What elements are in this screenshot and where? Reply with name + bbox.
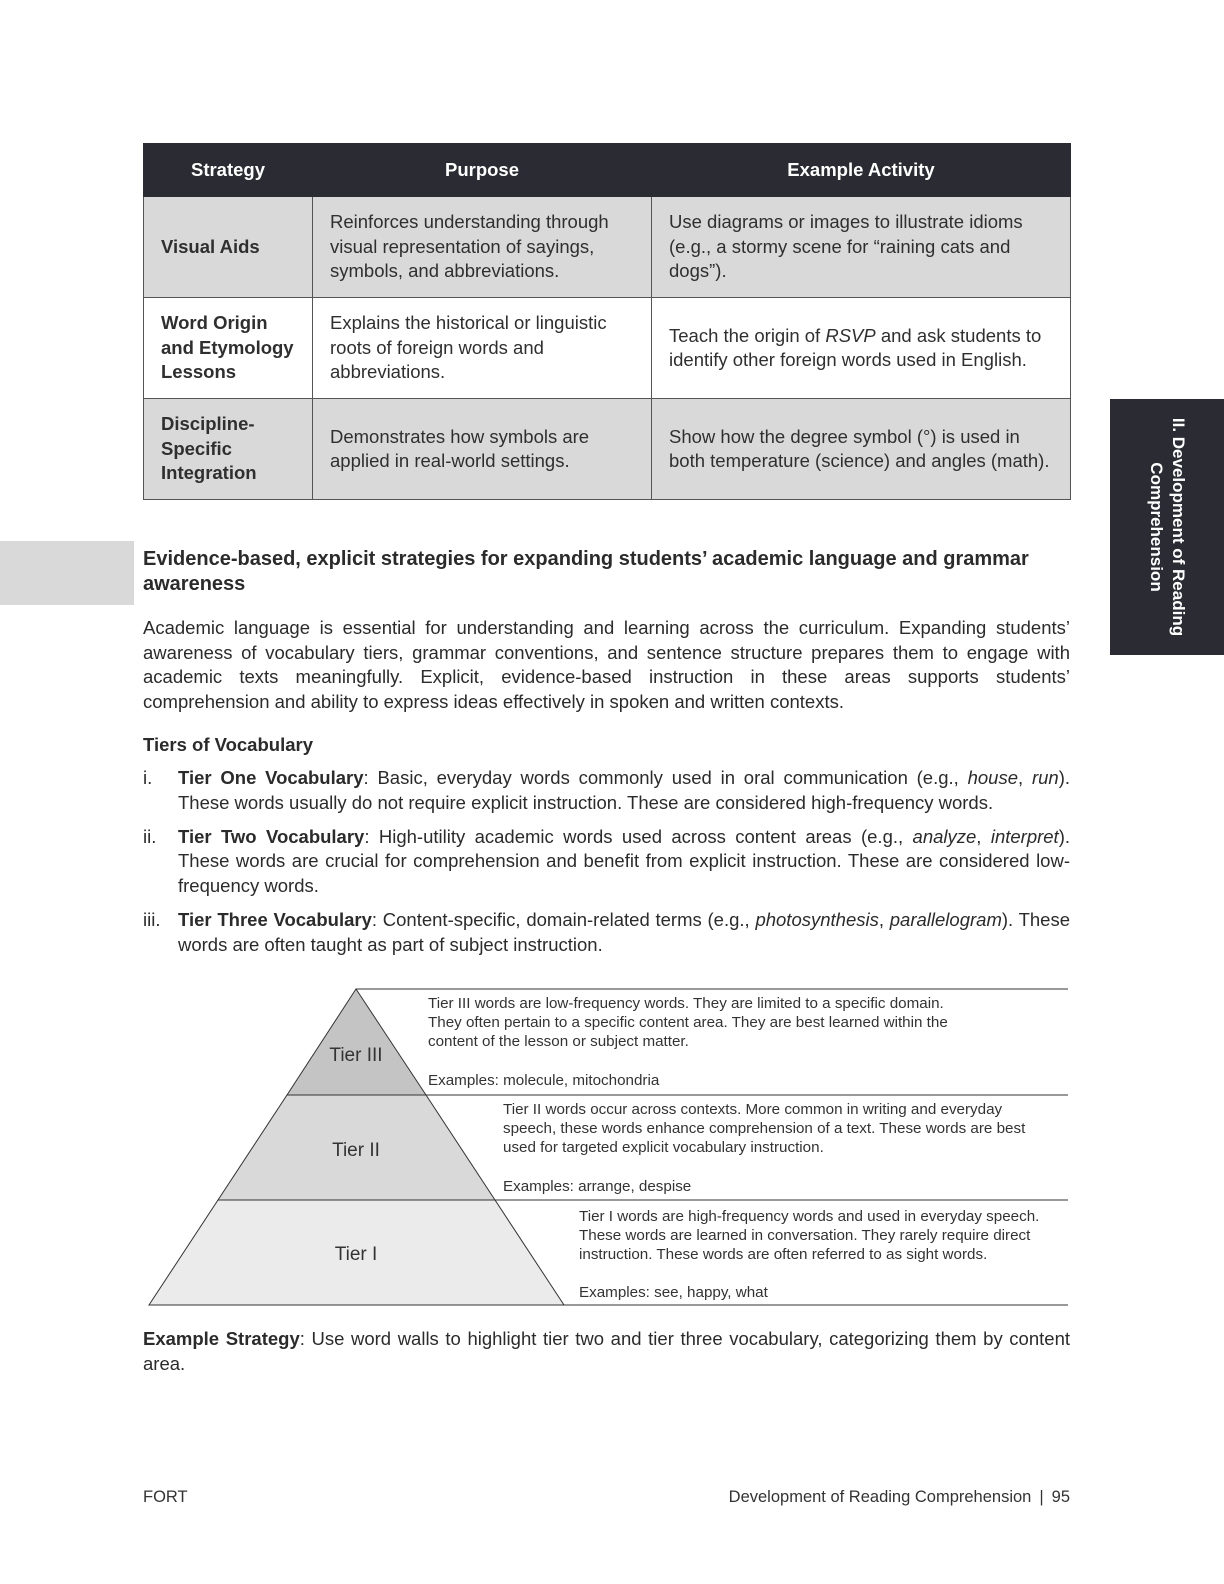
tier-example: run [1031,767,1059,788]
footer-publisher: FORT [143,1488,188,1506]
pyramid-tier3-shape [287,989,426,1095]
page-number: 95 [1051,1488,1070,1506]
table-cell-example [652,298,1071,399]
tier-example: analyze [912,825,977,847]
example-strategy-text: : Use word walls to highlight tier two and tier three vocabulary, categorizing them by content area. [143,1328,1070,1374]
side-tab-line: II. Development of Reading [1169,417,1188,637]
list-number: ii. [143,825,157,847]
table-cell-example: Show how the degree symbol (°) is used in both temperature (science) and angles (math). [652,399,1071,500]
footer-separator: | [1039,1488,1044,1506]
example-emphasis: RSVP [825,324,876,346]
table-cell-purpose: Demonstrates how symbols are applied in real-world settings. [313,399,652,500]
tier-example: parallelogram [889,908,1002,930]
pyramid-tier2-label: Tier II [332,1140,380,1161]
tier1-description: Tier I words are high-frequency words and used in everyday speech. These words are learned in conversation. They rarely require direct instruction. These words are often referred to as sight words. [579,1208,1040,1263]
chapter-side-tab-label [1145,407,1189,647]
tier-example: house [967,767,1019,788]
table-header-purpose: Purpose [313,144,652,197]
tiers-heading: Tiers of Vocabulary [143,734,313,755]
tier-example: interpret [990,825,1059,847]
table-cell-example: Use diagrams or images to illustrate idioms (e.g., a stormy scene for “raining cats and dogs”). [652,197,1071,298]
table-row [144,399,1071,500]
pyramid-tier3-label: Tier III [329,1045,383,1066]
tier-list [143,766,1070,967]
tier3-description: Tier III words are low-frequency words. They are limited to a specific domain. They often pertain to a specific content area. They are best learned within the content of the lesson or subject matter. [428,995,948,1050]
list-number: iii. [143,908,161,930]
tier2-examples: Examples: arrange, despise [503,1178,692,1195]
tier-text: ). These words are often taught as part of subject instruction. [178,908,1071,955]
table-header-strategy: Strategy [144,144,313,197]
pyramid-tier1-label: Tier I [334,1244,378,1265]
table-header-row [144,144,1071,197]
tier-text: : High-utility academic words used across content areas (e.g., [364,825,913,847]
example-text: Teach the origin of [669,324,826,346]
list-number: i. [143,767,153,788]
list-item [143,825,1070,899]
tier-example: photosynthesis [755,908,879,930]
table-row [144,197,1071,298]
tier-term: Tier Two Vocabulary [178,825,365,847]
list-item [143,766,1070,816]
tier-term: Tier Three Vocabulary [178,908,372,930]
table-cell-strategy: Discipline-Specific Integration [144,399,313,500]
table-cell-purpose: Explains the historical or linguistic roots of foreign words and abbreviations. [313,298,652,399]
tier-text: : Content-specific, domain-related terms (e.g., [371,908,756,930]
example-text: and ask students to identify other foreign words used in English. [669,324,1042,370]
table-header-example: Example Activity [652,144,1071,197]
table-cell-strategy: Visual Aids [144,197,313,298]
tier-text: ). These words are crucial for comprehension and benefit from explicit instruction. These are considered low-frequency words. [178,825,1071,897]
intro-paragraph: Academic language is essential for understanding and learning across the curriculum. Expanding students’ awareness of vocabulary tiers, grammar conventions, and sentence structure prepares them to engage with academic texts meaningfully. Explicit, evidence-based instruction in these areas supports students’ comprehension and ability to express ideas effectively in spoken and written contexts. [143,617,1070,713]
tier1-examples: Examples: see, happy, what [579,1284,768,1301]
section-heading: Evidence-based, explicit strategies for expanding students’ academic language and grammar awareness [143,548,1029,595]
footer-chapter-title: Development of Reading Comprehension [728,1488,1032,1506]
example-strategy [143,1327,1070,1377]
tier-sep: , [878,908,890,930]
table-cell-purpose: Reinforces understanding through visual representation of sayings, symbols, and abbreviations. [313,197,652,298]
table-row [144,298,1071,399]
tier2-description: Tier II words occur across contexts. More common in writing and everyday speech, these words enhance comprehension of a text. These words are best used for targeted explicit vocabulary instruction. [503,1101,1026,1156]
tier-text: ). These words usually do not require explicit instruction. These are considered high-frequency words. [178,767,1071,813]
table-cell-strategy: Word Origin and Etymology Lessons [144,298,313,399]
strategy-table [143,143,1071,500]
example-strategy-label: Example Strategy [143,1328,300,1349]
tier3-examples: Examples: molecule, mitochondria [428,1072,660,1089]
side-tab-line: Comprehension [1147,462,1166,592]
tier-term: Tier One Vocabulary [178,767,364,788]
section-marker [0,541,134,605]
tier-sep: , [1018,767,1032,788]
tier-text: : Basic, everyday words commonly used in oral communication (e.g., [363,767,968,788]
list-item [143,908,1070,958]
tier-sep: , [976,825,991,847]
footer-page-info [729,1488,1070,1507]
